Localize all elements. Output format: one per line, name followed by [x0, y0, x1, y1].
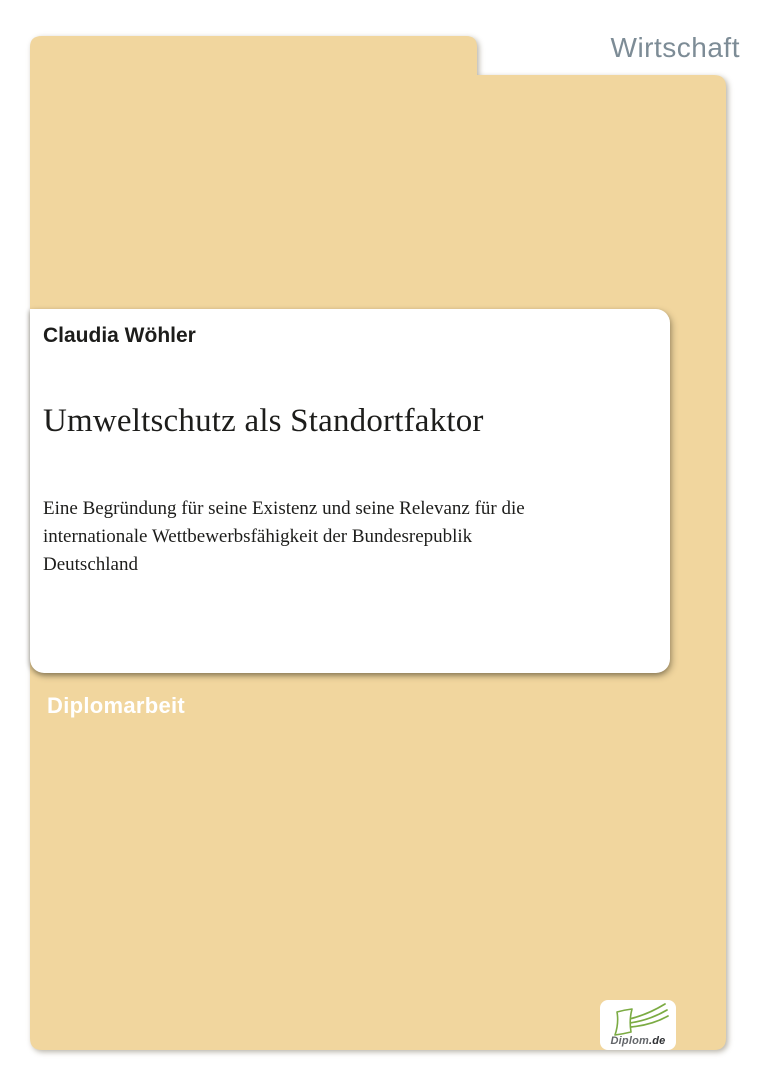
book-subtitle-line: Deutschland — [43, 554, 138, 575]
book-subtitle — [43, 495, 525, 579]
author-name: Claudia Wöhler — [43, 324, 196, 347]
document-type-label: Diplomarbeit — [47, 693, 186, 718]
publisher-brand: Diplom — [610, 1035, 649, 1047]
publisher-tld: .de — [648, 1035, 666, 1047]
publisher-logo-text — [600, 1035, 676, 1047]
book-subtitle-line: Eine Begründung für seine Existenz und seine Relevanz für die — [43, 498, 525, 519]
category-label: Wirtschaft — [610, 32, 740, 63]
book-title: Umweltschutz als Standortfaktor — [43, 403, 484, 439]
publisher-logo — [600, 1000, 676, 1050]
title-card — [30, 309, 670, 673]
book-pages-icon — [607, 1002, 669, 1036]
book-subtitle-line: internationale Wettbewerbsfähigkeit der Bundesrepublik — [43, 526, 473, 547]
